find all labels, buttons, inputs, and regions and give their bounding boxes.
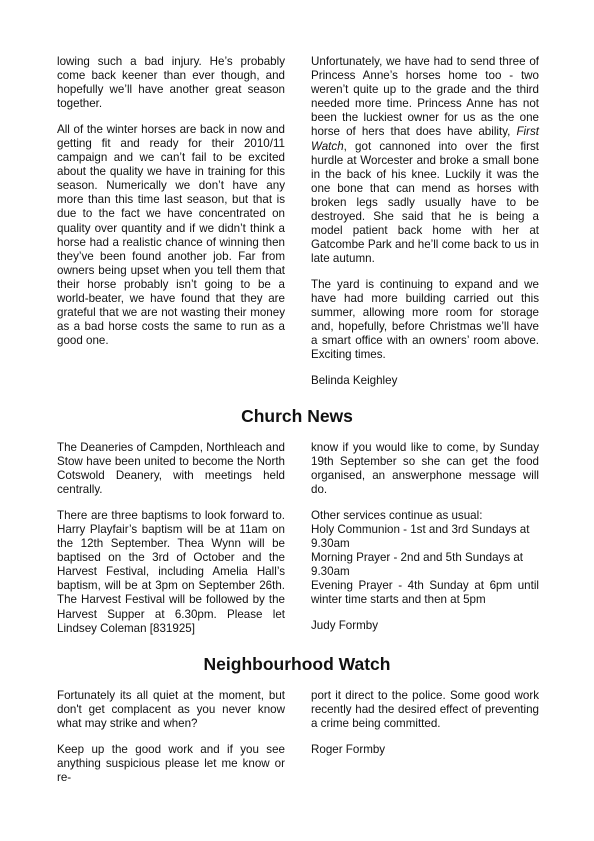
- watch-right-column: [311, 689, 539, 797]
- horses-paragraph: [311, 55, 539, 266]
- watch-section: [57, 689, 539, 797]
- horses-section: [57, 55, 539, 388]
- church-paragraph: The Deaneries of Campden, Northleach and Stow have been united to become the North Cotswold Deanery, with meetings held centrally.: [57, 441, 285, 497]
- church-left-column: [57, 441, 285, 647]
- author-signature: Judy Formby: [311, 619, 379, 633]
- horses-paragraph: lowing such a bad injury. He’s probably come back keener than ever though, and hopefully we’ll have another great season together.: [57, 55, 285, 111]
- horses-paragraph: All of the winter horses are back in now and getting fit and ready for their 2010/11 campaign and we can’t fail to be excited about the quality we have in training for this season. Numerically we don’t have any more than this time last season, but that is due to the fact we have concentrated on quality over quantity and if we didn’t think a horse had a realistic chance of winning then they’ve been found another job. Far from owners being upset when you tell them that their horse probably isn’t going to be a world-beater, we have found that they are grateful that we are not wasting their money as a bad horse costs the same to run as a good one.: [57, 122, 285, 348]
- watch-columns: [57, 689, 539, 797]
- section-heading-church: Church News: [241, 406, 353, 426]
- watch-paragraph: Keep up the good work and if you see anything suspicious please let me know or re-: [57, 742, 285, 784]
- services-intro: Other services continue as usual:: [311, 508, 483, 522]
- section-heading-watch: Neighbourhood Watch: [203, 654, 391, 674]
- author-signature: Belinda Keighley: [311, 373, 398, 387]
- service-item: Morning Prayer - 2nd and 5th Sundays at 9.30am: [311, 551, 524, 579]
- text-run: , got cannoned into over the first hurdle at Worcester and broke a small bone in the back of his knee. Luckily it was the one bone that can mend as horses with broken legs sadly usually have to be destroyed. She said that he is being a model patient back home with her at Gatcombe Park and he’ll come back to us in late autumn.: [311, 139, 539, 266]
- service-item: Holy Communion - 1st and 3rd Sundays at 9.30am: [311, 522, 530, 551]
- watch-left-column: [57, 689, 285, 797]
- watch-paragraph: Fortunately its all quiet at the moment, but don't get complacent as you never know what may strike and when?: [57, 689, 285, 731]
- church-right-column: [311, 441, 539, 647]
- horses-paragraph: The yard is continuing to expand and we have had more building carried out this summer, allowing more room for storage and, hopefully, before Christmas we’ll have a smart office with an owners’ room above. Exciting times.: [311, 277, 539, 362]
- service-item: Evening Prayer - 4th Sunday at 6pm until winter time starts and then at 5pm: [311, 579, 539, 607]
- horses-columns: [57, 55, 539, 388]
- horses-right-column: [311, 55, 539, 388]
- author-signature: Roger Formby: [311, 742, 386, 756]
- watch-paragraph: port it direct to the police. Some good work recently had the desired effect of preventing a crime being committed.: [311, 689, 539, 731]
- horse-name: First Watch: [311, 125, 539, 153]
- church-columns: [57, 441, 539, 647]
- text-run: Unfortunately, we have had to send three of Princess Anne’s horses home too - two weren’t quite up to the grade and the third needed more time. Princess Anne has not been the luckiest owner for us as the one horse of hers that does have ability,: [311, 55, 539, 139]
- horses-left-column: [57, 55, 285, 388]
- church-paragraph: There are three baptisms to look forward to. Harry Playfair’s baptism will be at 11am on the 12th September. Thea Wynn will be baptised on the 3rd of October and the Harvest Festival, including Amelia Hall’s baptism, will be at 3pm on September 26th. The Harvest Festival will be followed by the Harvest Supper at 6.30pm. Please let Lindsey Coleman [831925]: [57, 508, 285, 635]
- church-paragraph: know if you would like to come, by Sunday 19th September so she can get the food organised, an answerphone message will do.: [311, 441, 539, 497]
- church-section: [57, 441, 539, 647]
